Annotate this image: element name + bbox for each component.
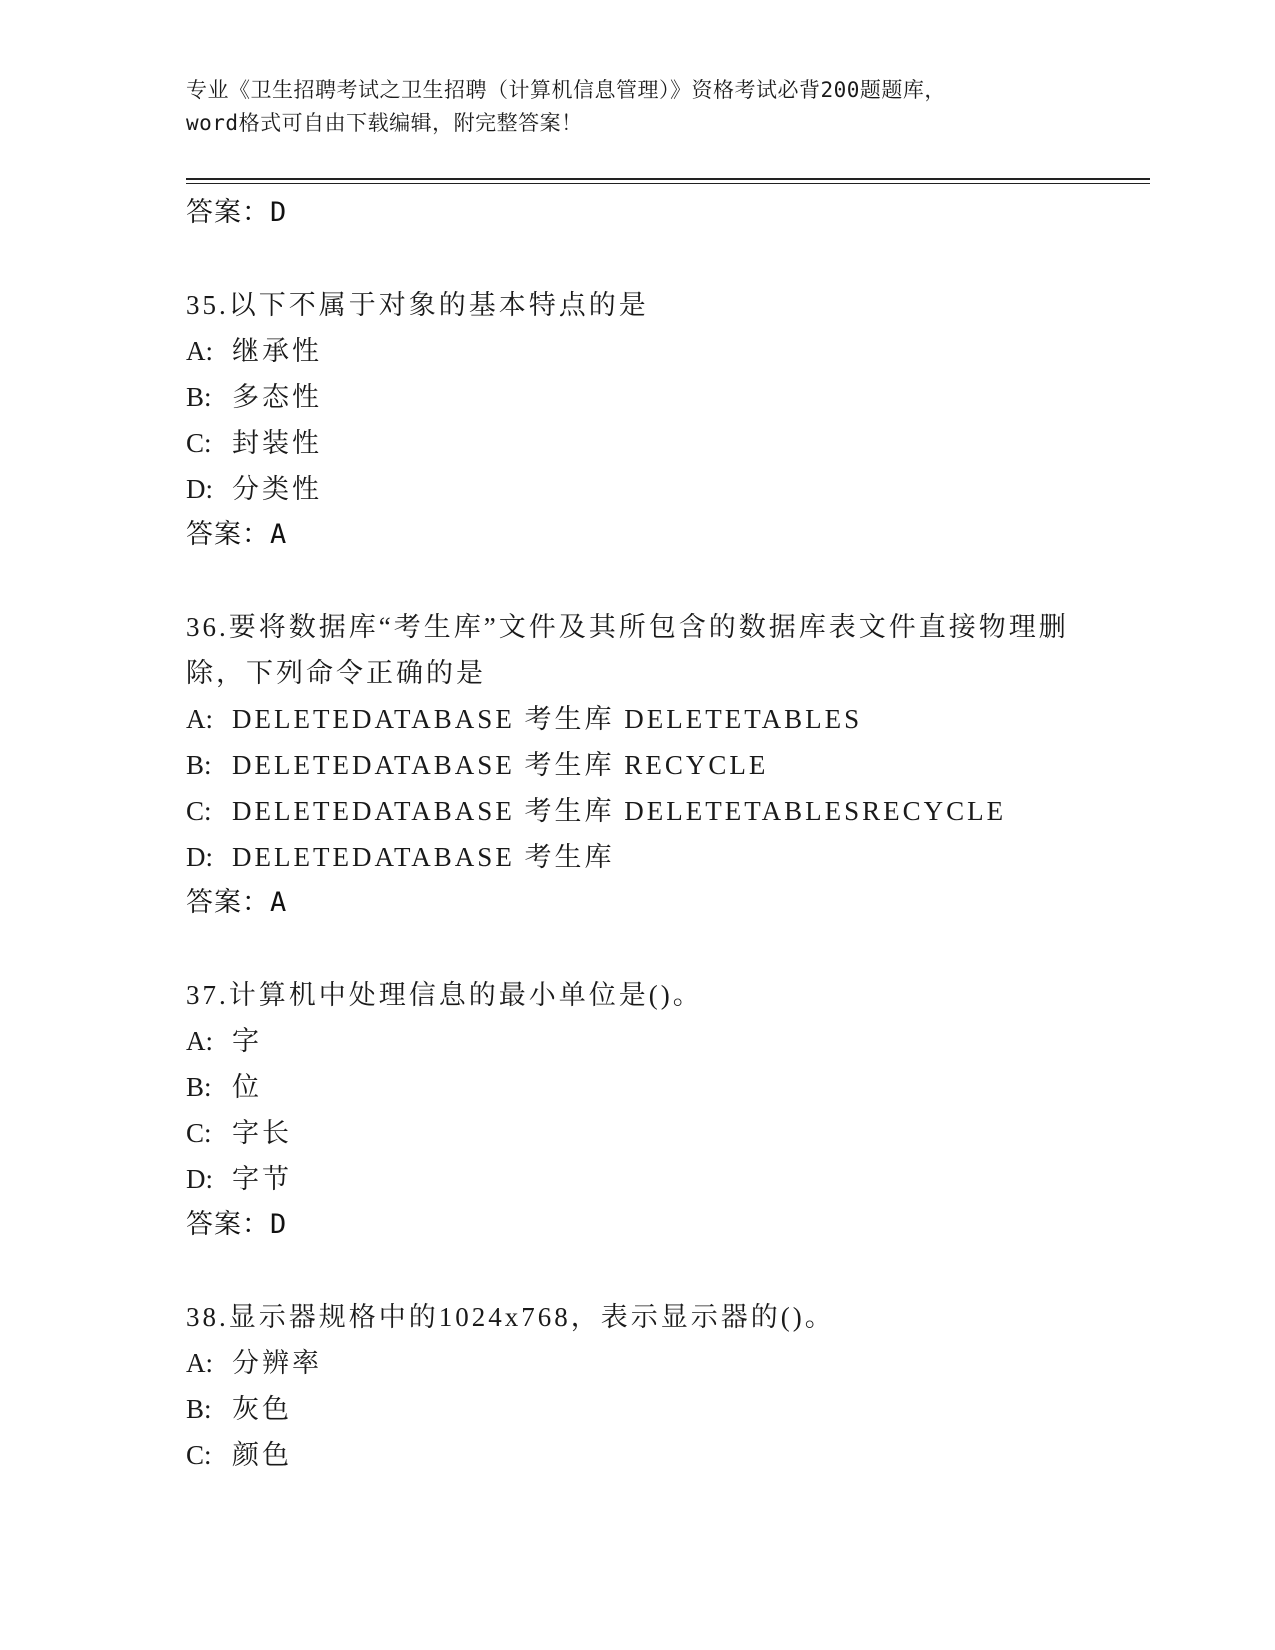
option-label: B: <box>186 1394 212 1424</box>
question-stem: 除，下列命令正确的是 <box>186 658 486 688</box>
option-item <box>186 1156 1086 1202</box>
header-divider-thin <box>186 183 1150 184</box>
question-spacer <box>186 236 1086 282</box>
option-label: A: <box>186 704 213 734</box>
option-label: A: <box>186 336 213 366</box>
question-spacer <box>186 1248 1086 1294</box>
option-label: B: <box>186 382 212 412</box>
option-item <box>186 328 1086 374</box>
header-line-2: word格式可自由下载编辑，附完整答案！ <box>186 111 583 135</box>
question-stem: 38.显示器规格中的1024x768，表示显示器的()。 <box>186 1302 835 1332</box>
option-item <box>186 1064 1086 1110</box>
option-text: 位 <box>232 1072 262 1102</box>
question-stem: 36.要将数据库“考生库”文件及其所包含的数据库表文件直接物理删 <box>186 612 1069 642</box>
document-header <box>186 74 1086 140</box>
option-item <box>186 696 1086 742</box>
option-label: A: <box>186 1026 213 1056</box>
question-block <box>186 1294 1086 1478</box>
option-text: 分类性 <box>232 474 322 504</box>
question-spacer <box>186 926 1086 972</box>
option-label: B: <box>186 1072 212 1102</box>
option-text: 字长 <box>232 1118 292 1148</box>
option-item <box>186 1340 1086 1386</box>
answer-line: 答案：D <box>186 197 288 228</box>
option-text: 颜色 <box>232 1440 292 1470</box>
option-text: 字 <box>232 1026 262 1056</box>
option-item <box>186 1386 1086 1432</box>
option-label: C: <box>186 428 212 458</box>
option-label: C: <box>186 796 212 826</box>
option-item <box>186 1110 1086 1156</box>
option-text: DELETEDATABASE 考生库 <box>232 842 615 872</box>
option-item <box>186 466 1086 512</box>
question-block <box>186 604 1086 926</box>
option-text: 继承性 <box>232 336 322 366</box>
option-item <box>186 1432 1086 1478</box>
question-list <box>186 190 1086 1478</box>
option-label: D: <box>186 842 213 872</box>
option-text: 封装性 <box>232 428 322 458</box>
option-item <box>186 1018 1086 1064</box>
option-item <box>186 374 1086 420</box>
option-item <box>186 420 1086 466</box>
option-label: D: <box>186 1164 213 1194</box>
option-text: DELETEDATABASE 考生库 DELETETABLES <box>232 704 863 734</box>
option-item <box>186 742 1086 788</box>
option-text: 灰色 <box>232 1394 292 1424</box>
answer-line: 答案：D <box>186 1209 288 1240</box>
option-item <box>186 834 1086 880</box>
option-label: D: <box>186 474 213 504</box>
answer-line: 答案：A <box>186 519 288 550</box>
option-text: DELETEDATABASE 考生库 DELETETABLESRECYCLE <box>232 796 1007 826</box>
question-block <box>186 282 1086 558</box>
answer-line: 答案：A <box>186 887 288 918</box>
option-text: 字节 <box>232 1164 292 1194</box>
option-label: A: <box>186 1348 213 1378</box>
question-stem: 37.计算机中处理信息的最小单位是()。 <box>186 980 703 1010</box>
header-line-1: 专业《卫生招聘考试之卫生招聘（计算机信息管理）》资格考试必背200题题库， <box>186 78 946 102</box>
option-text: 分辨率 <box>232 1348 322 1378</box>
option-item <box>186 788 1086 834</box>
header-divider-thick <box>186 178 1150 180</box>
question-stem: 35.以下不属于对象的基本特点的是 <box>186 290 649 320</box>
question-spacer <box>186 558 1086 604</box>
option-label: C: <box>186 1118 212 1148</box>
option-label: B: <box>186 750 212 780</box>
option-text: 多态性 <box>232 382 322 412</box>
question-block <box>186 972 1086 1248</box>
option-text: DELETEDATABASE 考生库 RECYCLE <box>232 750 769 780</box>
option-label: C: <box>186 1440 212 1470</box>
